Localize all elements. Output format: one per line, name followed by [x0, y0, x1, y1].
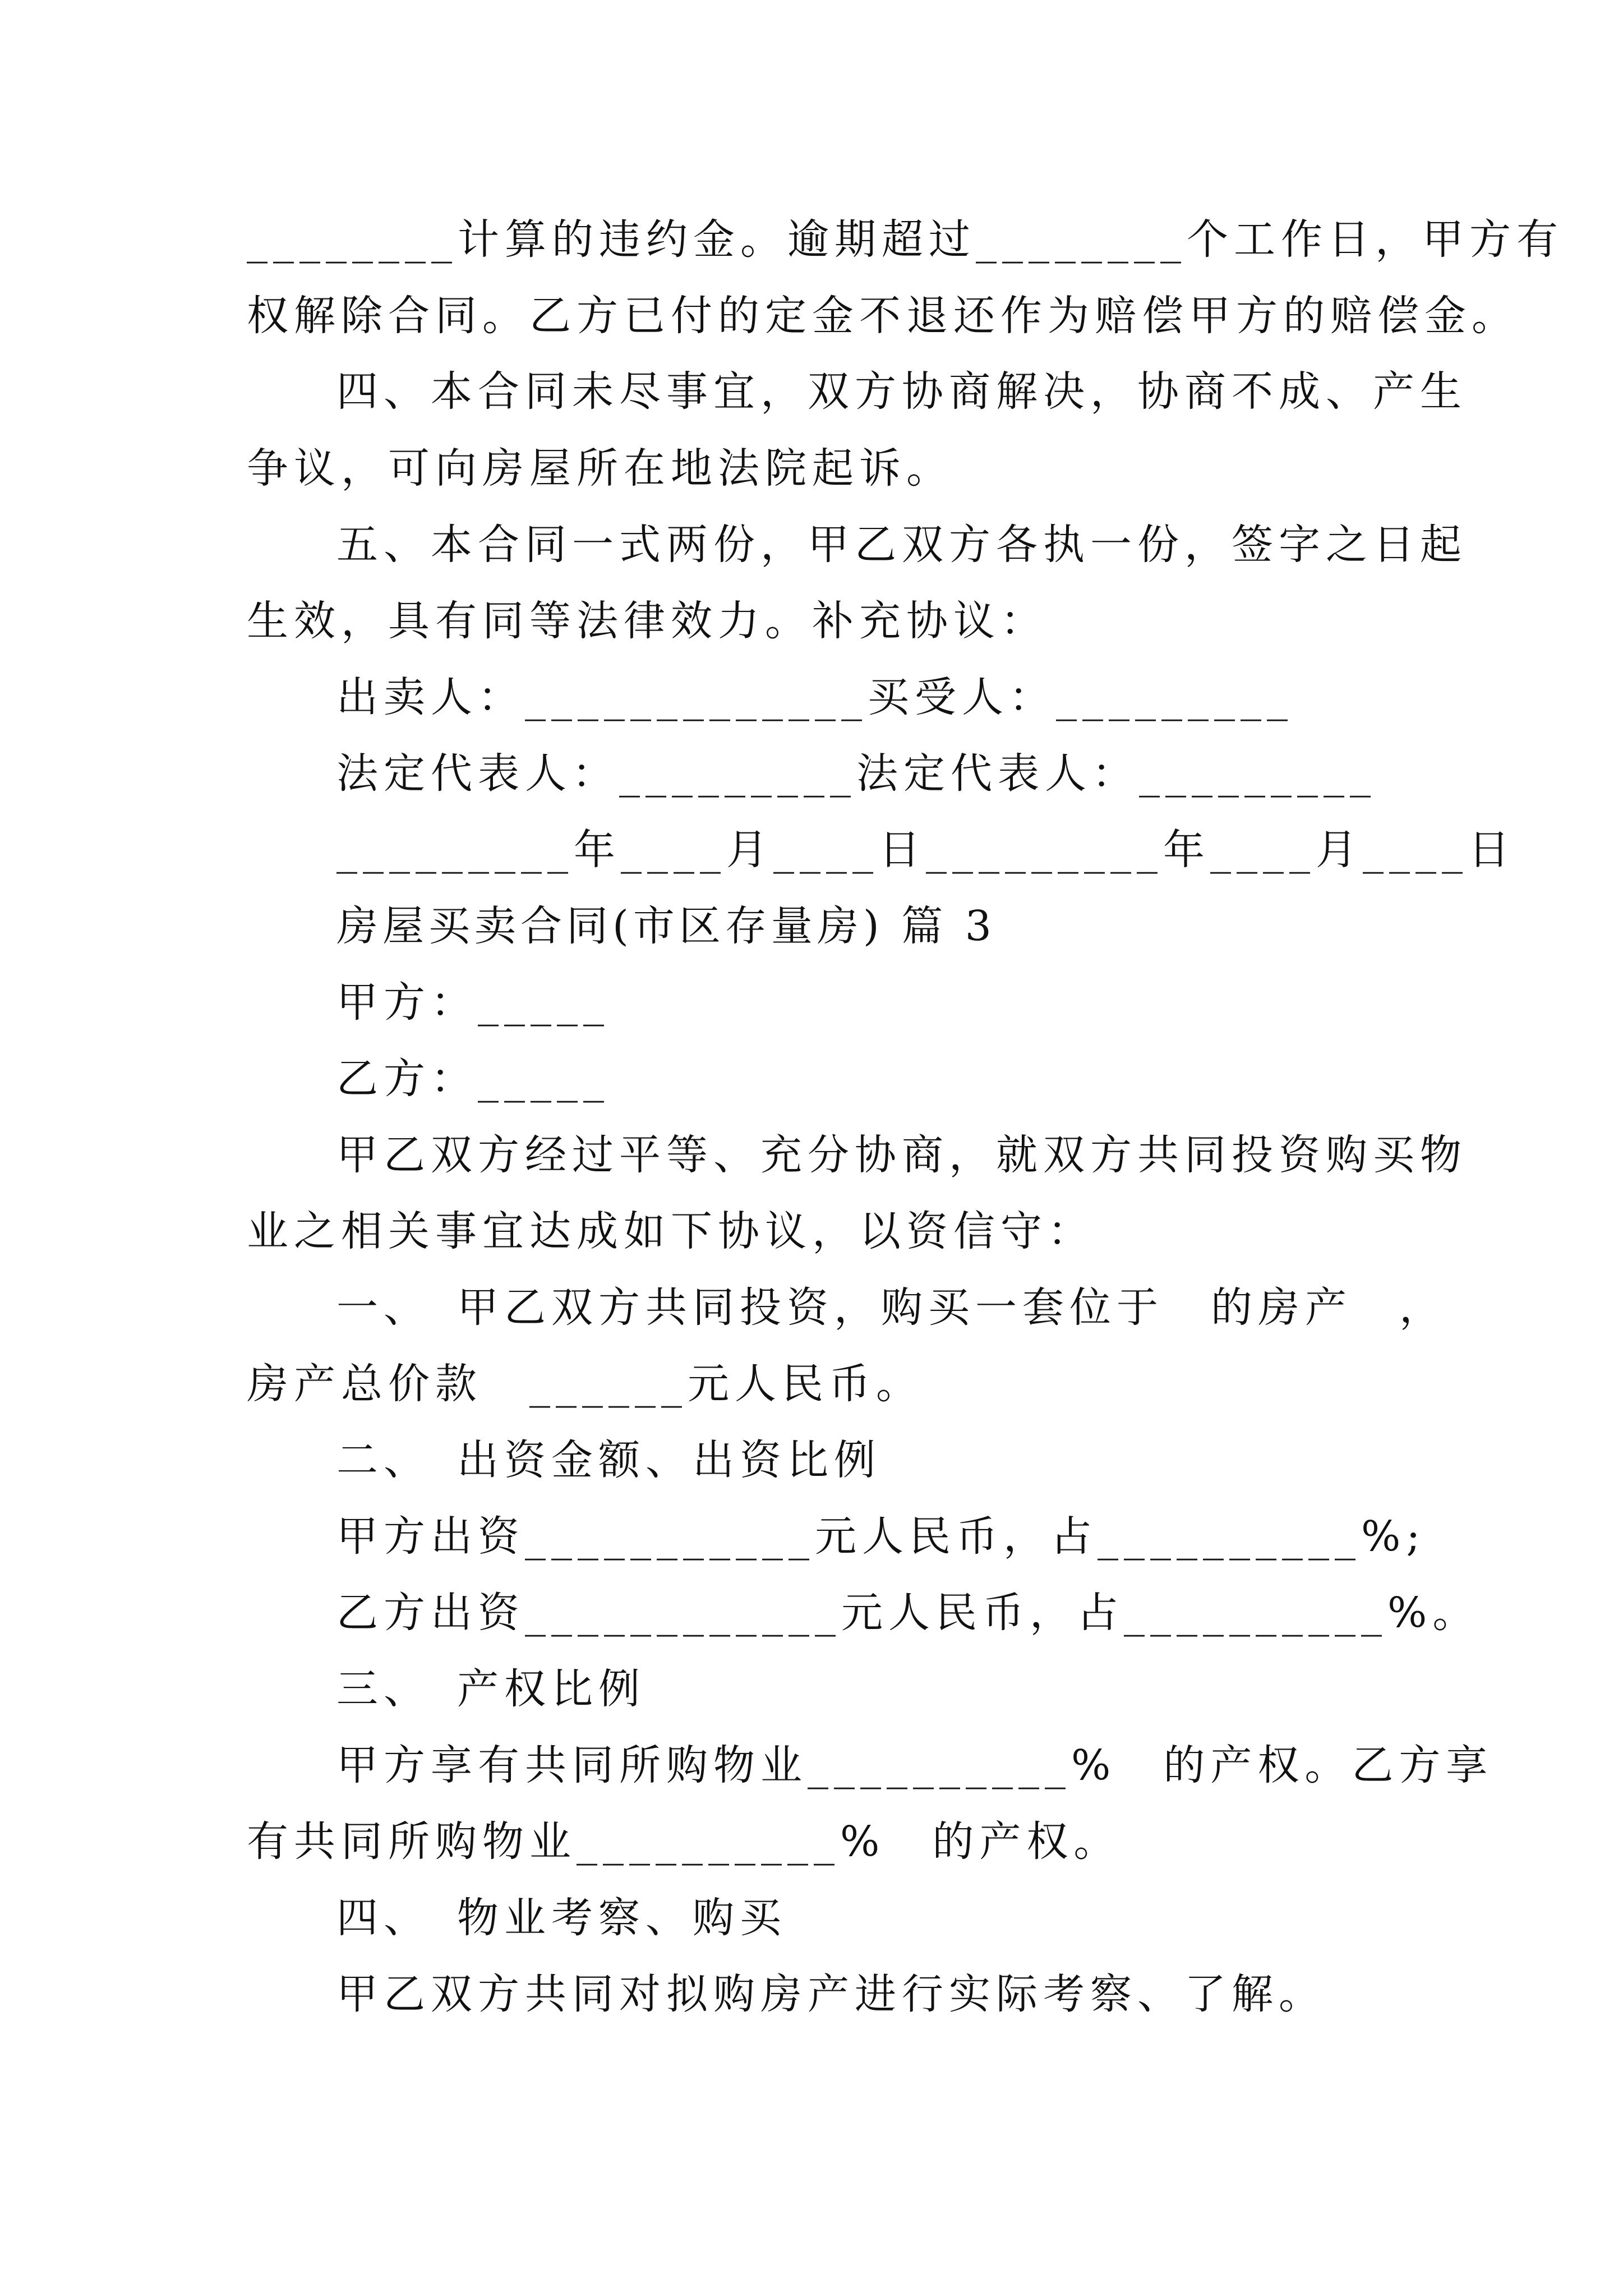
clause-2-heading: 二、 出资金额、出资比例	[336, 1436, 881, 1484]
text-line-1: ________计算的违约金。逾期超过________个工作日，甲方有	[247, 215, 1564, 264]
party-b-contribution: 乙方出资____________元人民币，占__________%。	[336, 1589, 1480, 1637]
section-heading: 房屋买卖合同(市区存量房) 篇 3	[336, 902, 996, 950]
signature-line-seller-buyer: 出卖人：_____________买受人：_________	[336, 673, 1293, 721]
clause-1-line: 一、 甲乙双方共同投资，购买一套位于 的房产 ，	[336, 1283, 1446, 1332]
signature-line-representatives: 法定代表人：_________法定代表人：_________	[336, 749, 1376, 798]
party-a-contribution: 甲方出资___________元人民币，占__________%;	[336, 1512, 1426, 1561]
text-line-6: 生效，具有同等法律效力。补充协议：	[247, 597, 1048, 645]
ownership-line-1: 甲方享有共同所购物业__________% 的产权。乙方享	[336, 1741, 1493, 1789]
party-a-line: 甲方：_____	[336, 978, 610, 1027]
text-line-2: 权解除合同。乙方已付的定金不退还作为赔偿甲方的赔偿金。	[247, 292, 1519, 340]
text-line-13: 甲乙双方经过平等、充分协商，就双方共同投资购买物	[336, 1131, 1467, 1179]
inspection-line: 甲乙双方共同对拟购房产进行实际考察、了解。	[336, 1970, 1326, 2018]
signature-line-dates: _________年____月____日_________年____月____日	[336, 826, 1515, 874]
text-line-4: 争议，可向房屋所在地法院起诉。	[247, 444, 953, 493]
text-line-5: 五、本合同一式两份，甲乙双方各执一份，签字之日起	[336, 521, 1467, 569]
clause-3-heading: 三、 产权比例	[336, 1665, 645, 1713]
ownership-line-2: 有共同所购物业__________% 的产权。	[247, 1818, 1121, 1866]
party-b-line: 乙方：_____	[336, 1055, 610, 1103]
text-line-3: 四、本合同未尽事宜，双方协商解决，协商不成、产生	[336, 367, 1467, 416]
clause-4-heading: 四、 物业考察、购买	[336, 1894, 787, 1942]
total-price-line: 房产总价款 ______元人民币。	[247, 1360, 923, 1408]
text-line-14: 业之相关事宜达成如下协议，以资信守：	[247, 1207, 1095, 1255]
